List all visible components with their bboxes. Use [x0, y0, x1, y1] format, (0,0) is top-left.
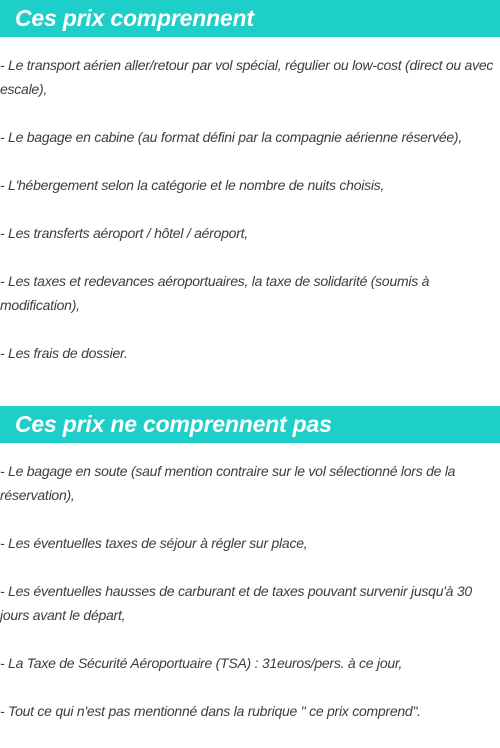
list-item: - La Taxe de Sécurité Aéroportuaire (TSA) : 31euros/pers. à ce jour, [0, 655, 403, 671]
included-title: Ces prix comprennent [15, 5, 254, 31]
list-item: - Les transferts aéroport / hôtel / aéroport, [0, 225, 248, 241]
list-item: - Les éventuelles hausses de carburant et de taxes pouvant survenir jusqu'à 30 jours avant le départ, [0, 583, 472, 623]
list-item: - Les taxes et redevances aéroportuaires, la taxe de solidarité (soumis à modification), [0, 273, 430, 313]
excluded-title: Ces prix ne comprennent pas [15, 411, 332, 437]
excluded-section [0, 406, 500, 723]
included-list [0, 37, 500, 365]
list-item: - L'hébergement selon la catégorie et le nombre de nuits choisis, [0, 177, 385, 193]
list-item: - Le transport aérien aller/retour par vol spécial, régulier ou low-cost (direct ou avec escale), [0, 57, 494, 97]
list-item: - Le bagage en soute (sauf mention contraire sur le vol sélectionné lors de la réservation), [0, 463, 456, 503]
list-item: - Les frais de dossier. [0, 345, 128, 361]
included-section [0, 0, 500, 365]
list-item: - Tout ce qui n'est pas mentionné dans la rubrique " ce prix comprend". [0, 703, 421, 719]
excluded-header [0, 406, 500, 443]
list-item: - Le bagage en cabine (au format défini par la compagnie aérienne réservée), [0, 129, 462, 145]
included-header [0, 0, 500, 37]
excluded-list [0, 443, 500, 723]
list-item: - Les éventuelles taxes de séjour à régler sur place, [0, 535, 308, 551]
